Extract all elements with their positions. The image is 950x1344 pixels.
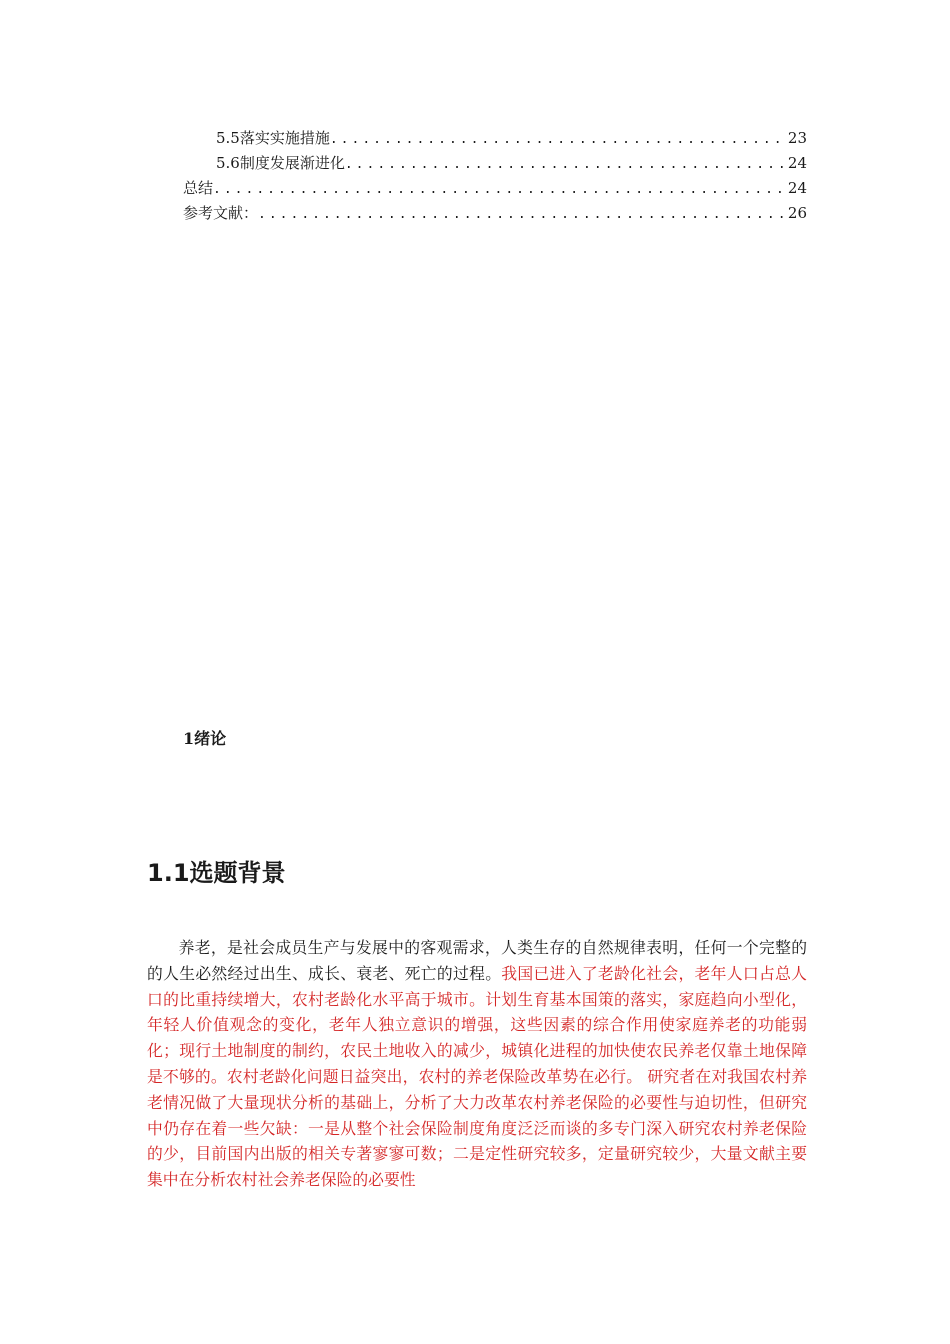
toc-entry-page: 24: [787, 154, 807, 172]
table-of-contents: [183, 126, 807, 226]
toc-entry-label: 5.6制度发展渐进化: [216, 154, 345, 172]
toc-entry-page: 24: [787, 179, 807, 197]
toc-entry-page: 23: [787, 129, 807, 147]
toc-leader-dots: [345, 152, 786, 177]
body-paragraph: [147, 935, 807, 1193]
toc-leader-dots: [213, 177, 786, 202]
toc-entry[interactable]: [183, 151, 807, 176]
paragraph-text-black: 养老，是社会成员生产与发展中的客观需求，人类生存的自然规律表明，任何一个完整的的人生必然经过出生、成长、衰老、死亡的过程。: [147, 938, 807, 983]
toc-entry[interactable]: [183, 176, 807, 201]
toc-entry[interactable]: [183, 201, 807, 226]
chapter-title: 1绪论: [183, 729, 227, 748]
toc-entry-page: 26: [787, 204, 807, 222]
paragraph-text-highlighted: 我国已进入了老龄化社会，老年人口占总人口的比重持续增大，农村老龄化水平高于城市。计划生育基本国策的落实，家庭趋向小型化，年轻人价值观念的变化，老年人独立意识的增强，这些因素的综合作用使家庭养老的功能弱化；现行土地制度的制约，农民土地收入的减少，城镇化进程的加快使农民养老仅靠土地保障是不够的。农村老龄化问题日益突出，农村的养老保险改革势在必行。 研究者在对我国农村养老情况做了大量现状分析的基础上，分析了大力改革农村养老保险的必要性与迫切性，但研究中仍存在着一些欠缺：一是从整个社会保险制度角度泛泛而谈的多专门深入研究农村养老保险的少，目前国内出版的相关专著寥寥可数；二是定性研究较多，定量研究较少，大量文献主要集中在分析农村社会养老保险的必要性: [147, 963, 807, 1190]
toc-entry-label: 5.5落实实施措施: [216, 129, 330, 147]
section-title: 1.1选题背景: [147, 859, 286, 887]
toc-entry[interactable]: [183, 126, 807, 151]
toc-entry-label: 参考文献：: [183, 204, 259, 222]
toc-leader-dots: [258, 202, 786, 227]
toc-leader-dots: [330, 127, 786, 152]
toc-entry-label: 总结: [183, 179, 214, 197]
